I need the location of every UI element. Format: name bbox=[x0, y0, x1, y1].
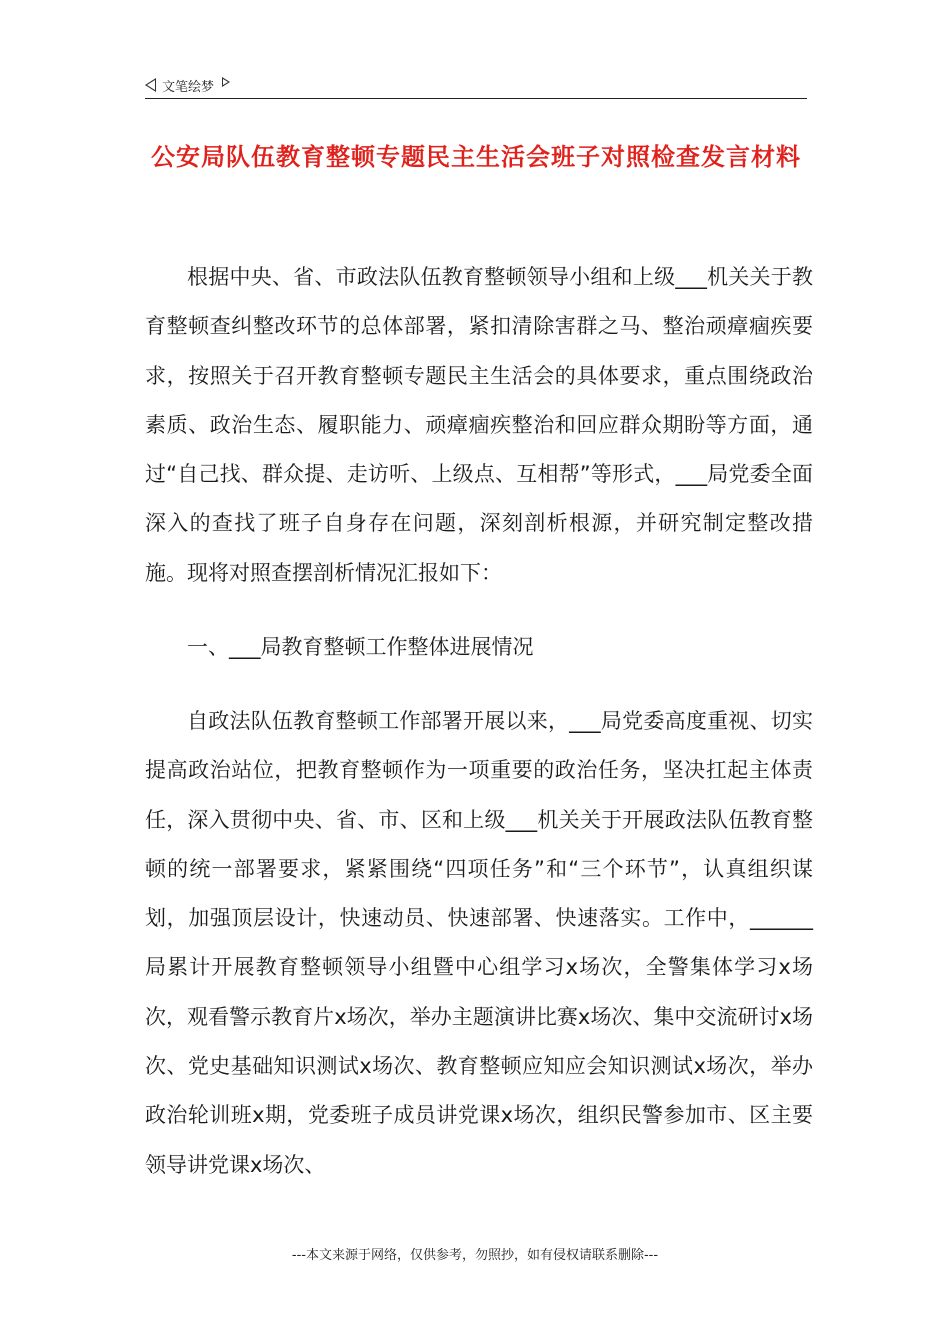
paragraph-intro bbox=[145, 253, 813, 598]
triangle-right-icon bbox=[222, 77, 230, 87]
section-heading bbox=[145, 623, 813, 672]
header-label: 文笔绘梦 bbox=[162, 79, 215, 95]
document-header bbox=[145, 74, 230, 96]
header-divider bbox=[145, 98, 807, 99]
document-footer: ---本文来源于网络，仅供参考，勿照抄，如有侵权请联系删除--- bbox=[291, 1248, 659, 1263]
document-title: 公安局队伍教育整顿专题民主生活会班子对照检查发言材料 bbox=[151, 143, 801, 171]
section-heading-text: 一、___局教育整顿工作整体进展情况 bbox=[187, 635, 534, 659]
paragraph-text: 根据中央、省、市政法队伍教育整顿领导小组和上级___机关关于教育整顿查纠整改环节的总体部署，紧扣清除害群之马、整治顽瘴痼疾要求，按照关于召开教育整顿专题民主生活会的具体要求，重点围绕政治素质、政治生态、履职能力、顽瘴痼疾整治和回应群众期盼等方面，通过“自己找、群众提、走访听、上级点、互相帮”等形式，___局党委全面深入的查找了班子自身存在问题，深刻剖析根源，并研究制定整改措施。现将对照查摆剖析情况汇报如下： bbox=[145, 265, 813, 585]
paragraph-text: 自政法队伍教育整顿工作部署开展以来，___局党委高度重视、切实提高政治站位，把教育整顿作为一项重要的政治任务，坚决扛起主体责任，深入贯彻中央、省、市、区和上级___机关关于开展政法队伍教育整顿的统一部署要求，紧紧围绕“四项任务”和“三个环节”，认真组织谋划，加强顶层设计，快速动员、快速部署、快速落实。工作中，______局累计开展教育整顿领导小组暨中心组学习x场次，全警集体学习x场次，观看警示教育片x场次，举办主题演讲比赛x场次、集中交流研讨x场次、党史基础知识测试x场次、教育整顿应知应会知识测试x场次，举办政治轮训班x期，党委班子成员讲党课x场次，组织民警参加市、区主要领导讲党课x场次、 bbox=[145, 709, 813, 1177]
paragraph-progress bbox=[145, 697, 813, 1190]
triangle-left-icon bbox=[145, 78, 156, 92]
